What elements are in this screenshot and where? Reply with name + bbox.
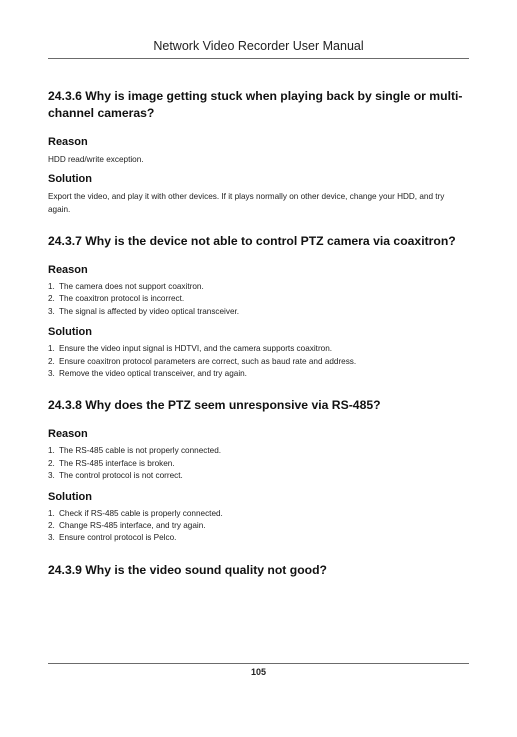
list-item: 1. Check if RS-485 cable is properly connected. (48, 508, 223, 518)
page-number: 105 (48, 663, 469, 677)
list-item: 3. The signal is affected by video optical transceiver. (48, 306, 240, 316)
page-content (48, 88, 465, 579)
list-item: 1. The RS-485 cable is not properly connected. (48, 446, 222, 456)
solution-list (48, 343, 465, 380)
list-item: 3. Remove the video optical transceiver, and try again. (48, 369, 247, 379)
solution-heading: Solution (48, 173, 92, 185)
reason-list (48, 281, 465, 318)
solution-heading: Solution (48, 490, 92, 503)
solution-list (48, 508, 465, 545)
solution-heading: Solution (48, 326, 92, 339)
running-header: Network Video Recorder User Manual (48, 39, 469, 59)
list-item: 2. Ensure coaxitron protocol parameters are correct, such as baud rate and address. (48, 356, 357, 366)
section-title: 24.3.8 Why does the PTZ seem unresponsive via RS-485? (48, 398, 381, 413)
reason-text: HDD read/write exception. (48, 155, 144, 164)
list-item: 1. The camera does not support coaxitron. (48, 282, 204, 291)
solution-text: Export the video, and play it with other devices. If it plays normally on other device, change your HDD, and try again. (48, 192, 445, 214)
section-24-3-6 (48, 88, 465, 216)
list-item: 2. Change RS-485 interface, and try again. (48, 521, 206, 531)
reason-heading: Reason (48, 428, 88, 441)
reason-heading: Reason (48, 264, 88, 276)
section-24-3-7 (48, 233, 465, 380)
reason-heading: Reason (48, 136, 88, 148)
list-item: 2. The RS-485 interface is broken. (48, 458, 175, 468)
list-item: 2. The coaxitron protocol is incorrect. (48, 294, 185, 304)
list-item: 3. The control protocol is not correct. (48, 471, 183, 481)
reason-list (48, 445, 465, 482)
section-title: 24.3.9 Why is the video sound quality not good? (48, 562, 327, 577)
list-item: 3. Ensure control protocol is Pelco. (48, 533, 177, 543)
section-title: 24.3.7 Why is the device not able to control PTZ camera via coaxitron? (48, 234, 456, 248)
list-item: 1. Ensure the video input signal is HDTVI, and the camera supports coaxitron. (48, 344, 333, 354)
section-title: 24.3.6 Why is image getting stuck when playing back by single or multi-channel cameras? (48, 89, 463, 120)
section-24-3-8 (48, 397, 465, 544)
section-24-3-9 (48, 562, 465, 579)
